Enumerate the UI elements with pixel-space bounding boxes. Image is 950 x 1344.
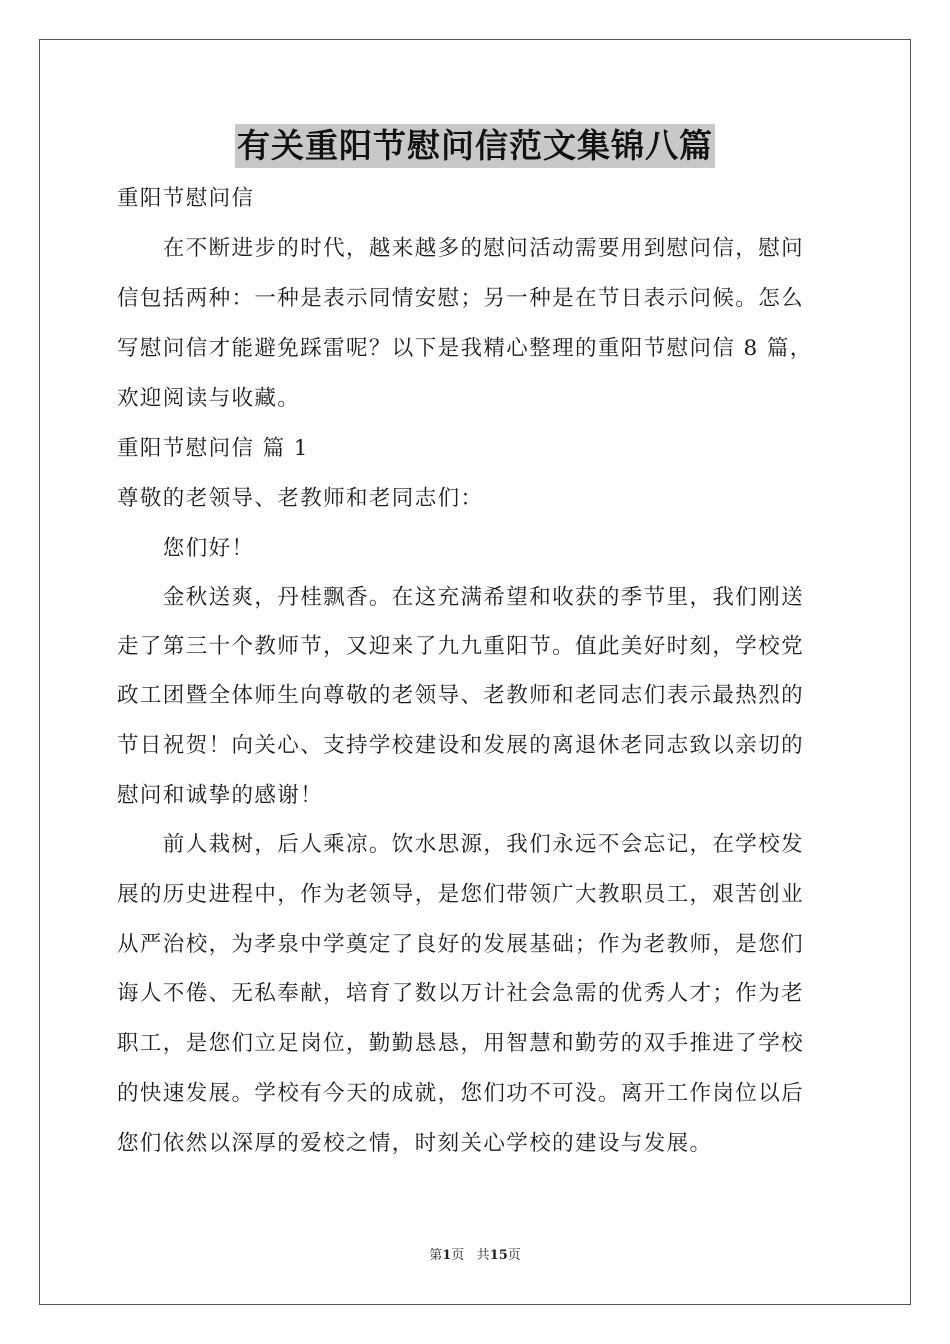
body-line: 您们依然以深厚的爱校之情，时刻关心学校的建设与发展。 [117,1131,713,1156]
page-footer [0,1247,950,1265]
page-number: 1 [442,1248,452,1263]
body-line: 在不断进步的时代，越来越多的慰问活动需要用到慰问信，慰问 [117,236,805,261]
body-line: 展的历史进程中，作为老领导，是您们带领广大教职员工，艰苦创业 [117,882,805,907]
body-line: 诲人不倦、无私奉献，培育了数以万计社会急需的优秀人才；作为老 [117,981,805,1006]
body-line: 欢迎阅读与收藏。 [117,386,301,411]
body-line: 写慰问信才能避免踩雷呢？以下是我精心整理的重阳节慰问信 8 篇， [117,336,813,361]
body-line: 金秋送爽，丹桂飘香。在这充满希望和收获的季节里，我们刚送 [117,585,805,610]
body-line: 走了第三十个教师节，又迎来了九九重阳节。值此美好时刻，学校党 [117,634,805,659]
body-line: 重阳节慰问信 [117,186,255,211]
total-prefix: 共 [476,1248,490,1263]
body-line: 职工，是您们立足岗位，勤勤恳恳，用智慧和勤劳的双手推进了学校 [117,1031,805,1056]
body-line: 政工团暨全体师生向尊敬的老领导、老教师和老同志们表示最热烈的 [117,683,805,708]
total-suffix: 页 [507,1248,521,1263]
page-suffix: 页 [451,1248,465,1263]
page-border [39,39,911,1305]
body-line: 的快速发展。学校有今天的成就，您们功不可没。离开工作岗位以后 [117,1081,805,1106]
body-line: 慰问和诚挚的感谢！ [117,783,324,808]
body-line: 节日祝贺！向关心、支持学校建设和发展的离退休老同志致以亲切的 [117,733,805,758]
body-line: 前人栽树，后人乘凉。饮水思源，我们永远不会忘记，在学校发 [117,832,805,857]
total-pages: 15 [489,1248,508,1263]
body-line: 从严治校，为孝泉中学奠定了良好的发展基础；作为老教师，是您们 [117,932,805,957]
document-title: 有关重阳节慰问信范文集锦八篇 [235,124,715,168]
page-prefix: 第 [429,1248,443,1263]
title-wrap [0,124,950,168]
body-line: 尊敬的老领导、老教师和老同志们： [117,486,484,511]
body-line: 您们好！ [117,536,255,561]
body-line: 重阳节慰问信 篇 1 [117,436,309,461]
body-line: 信包括两种：一种是表示同情安慰；另一种是在节日表示问候。怎么 [117,286,805,311]
